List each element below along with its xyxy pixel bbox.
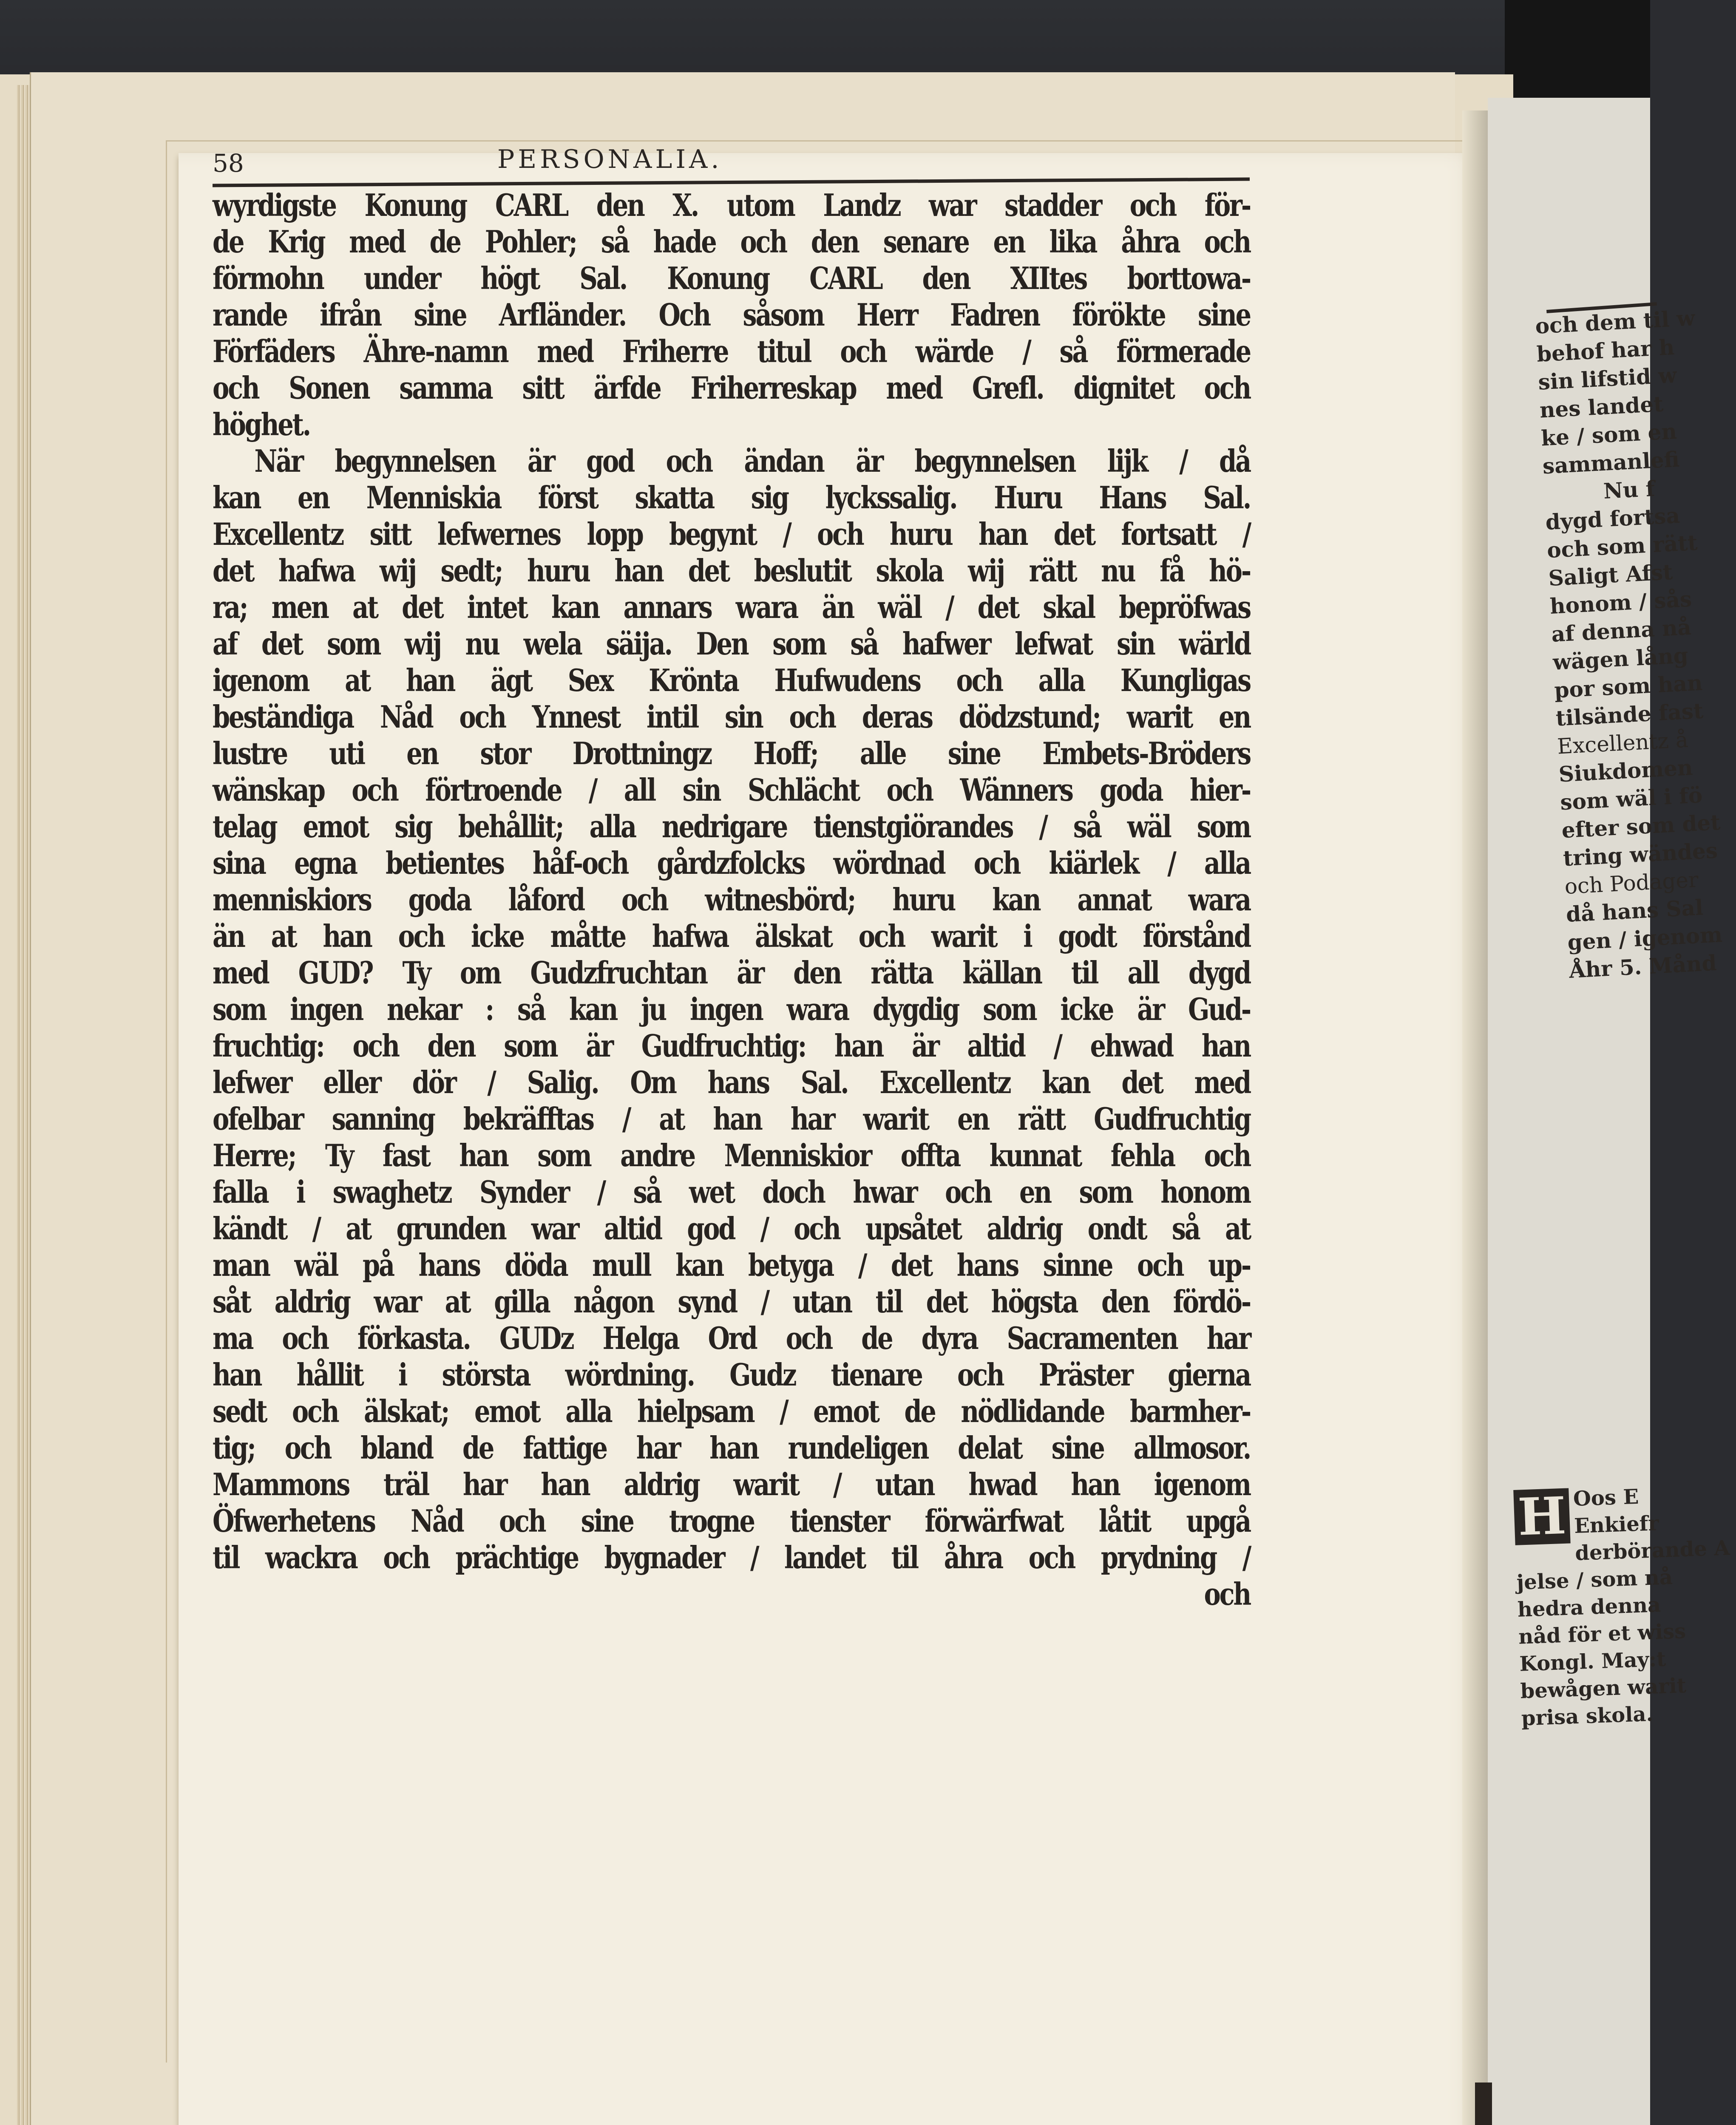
text-line: höghet. — [213, 406, 310, 442]
text-line: wänskap och förtroende / all sin Schlächt och Wänners goda hier- — [213, 772, 1250, 808]
ornamental-drop-cap: H — [1513, 1488, 1570, 1545]
facing-text-line: Oos E — [1573, 1485, 1640, 1511]
text-line: såt aldrig war at gilla någon synd / utan til det högsta den fördö- — [213, 1284, 1250, 1320]
text-line: man wäl på hans döda mull kan betyga / det hans sinne och up- — [213, 1247, 1250, 1283]
catchword: och — [1204, 1576, 1250, 1612]
facing-text-line: behof har h — [1536, 334, 1675, 367]
text-line: kändt / at grunden war altid god / och upsåtet aldrig ondt så at — [213, 1210, 1250, 1247]
facing-text-line: Saligt Afst — [1548, 559, 1674, 591]
text-line: tig; och bland de fattige har han rundeligen delat sine allmosor. — [213, 1430, 1250, 1466]
facing-text-line: bewågen warit — [1520, 1674, 1687, 1703]
text-line: til wackra och prächtige bygnader / landet til åhra och prydning / — [213, 1539, 1250, 1575]
facing-text-line: por som han — [1554, 670, 1703, 703]
text-line: Excellentz sitt lefwernes lopp begynt / och huru han det fortsatt / — [213, 516, 1250, 552]
facing-text-line: honom / sås — [1549, 586, 1693, 619]
facing-text-line: efter som det — [1561, 809, 1721, 843]
running-title: PERSONALIA. — [497, 144, 723, 174]
facing-text-line: Åhr 5. Månd — [1568, 950, 1717, 983]
page-number: 58 — [213, 149, 244, 178]
facing-text-line: derbörande A — [1574, 1536, 1730, 1565]
text-line: fruchtig: och den som är Gudfruchtig: han är altid / ehwad han — [213, 1028, 1250, 1064]
facing-text-line: Enkiefr — [1574, 1511, 1659, 1538]
text-line: kan en Menniskia först skatta sig lyckssalig. Huru Hans Sal. — [213, 479, 1250, 516]
text-line: menniskiors goda låford och witnesbörd; huru kan annat wara — [213, 881, 1250, 918]
text-line: wyrdigste Konung CARL den X. utom Landz war stadder och för- — [213, 187, 1250, 223]
facing-text-line: Excellentz å — [1557, 727, 1689, 759]
text-line: falla i swaghetz Synder / så wet doch hwar och en som honom — [213, 1174, 1250, 1210]
facing-text-line: af denna nå — [1551, 614, 1692, 647]
gutter — [1462, 110, 1488, 2125]
text-line: än at han och icke måtte hafwa älskat och warit i godt förstånd — [213, 918, 1250, 954]
binding-edge — [1475, 2082, 1492, 2125]
text-line: sina egna betientes håf-och gårdzfolcks wördnad och kiärlek / alla — [213, 845, 1250, 881]
text-line: det hafwa wij sedt; huru han det beslutit skola wij rätt nu få hö- — [213, 552, 1250, 589]
facing-text-line: och dem til w — [1535, 305, 1696, 339]
text-line: ra; men at det intet kan annars wara än wäl / det skal bepröfwas — [213, 589, 1250, 625]
text-line: Mammons träl har han aldrig warit / utan hwad han igenom — [213, 1466, 1250, 1502]
text-line: När begynnelsen är god och ändan är begynnelsen lijk / då — [254, 443, 1250, 479]
facing-text-line: wägen lång — [1552, 643, 1689, 675]
text-line: igenom at han ägt Sex Krönta Hufwudens och alla Kungligas — [213, 662, 1250, 698]
facing-text-line: då hans Sal — [1565, 895, 1704, 927]
facing-text-line: Siukdomen — [1558, 755, 1693, 787]
text-line: lefwer eller dör / Salig. Om hans Sal. Excellentz kan det med — [213, 1064, 1250, 1100]
text-line: Förfäders Ähre-namn med Friherre titul och wärde / så förmerade — [213, 333, 1250, 369]
facing-page-text-lower — [1513, 1482, 1730, 1732]
text-line: sedt och älskat; emot alla hielpsam / emot de nödlidande barmher- — [213, 1393, 1250, 1429]
text-line: af det som wij nu wela säija. Den som så hafwer lefwat sin wärld — [213, 626, 1250, 662]
text-line: telag emot sig behållit; alla nedrigare tienstgiörandes / så wäl som — [213, 808, 1250, 844]
text-line: beständiga Nåd och Ynnest intil sin och deras dödzstund; warit en — [213, 699, 1250, 735]
facing-text-line: sin lifstid w — [1537, 362, 1677, 395]
text-line: ofelbar sanning bekräfftas / at han har warit en rätt Gudfruchtig — [213, 1101, 1250, 1137]
text-line: och Sonen samma sitt ärfde Friherreskap med Grefl. dignitet och — [213, 370, 1250, 406]
text-line: Herre; Ty fast han som andre Menniskior offta kunnat fehla och — [213, 1137, 1250, 1173]
facing-text-line: och som rätt — [1546, 530, 1698, 563]
text-line: han hållit i största wördning. Gudz tienare och Präster gierna — [213, 1357, 1250, 1393]
facing-text-line: gen / igenom — [1567, 921, 1723, 955]
facing-text-line: Kongl. May:t — [1519, 1647, 1667, 1676]
facing-text-line: tring wändes — [1562, 838, 1719, 871]
facing-text-line: dygd fortsa — [1545, 502, 1681, 535]
facing-text-line: sammanlefi — [1542, 446, 1680, 479]
facing-text-line: prisa skola. — [1521, 1702, 1654, 1731]
running-head — [213, 144, 1250, 178]
text-line: ma och förkasta. GUDz Helga Ord och de dyra Sacramenten har — [213, 1320, 1250, 1356]
facing-text-line: tilsände fast — [1555, 698, 1704, 731]
text-line: förmohn under högt Sal. Konung CARL den XIItes borttowa- — [213, 260, 1250, 296]
facing-text-line: nåd för et wiss — [1518, 1619, 1686, 1649]
facing-text-line: som wäl i fö — [1559, 782, 1703, 815]
facing-text-line: hedra denna — [1517, 1593, 1661, 1622]
facing-text-line: ke / som en — [1540, 418, 1678, 451]
text-line: rande ifrån sine Arfländer. Och såsom Herr Fadren förökte sine — [213, 297, 1250, 333]
facing-text-line: och Podager — [1564, 867, 1699, 899]
facing-text-line: nes landet — [1539, 391, 1664, 423]
text-line: Öfwerhetens Nåd och sine trogne tienster förwärfwat låtit upgå — [213, 1503, 1250, 1539]
text-line: de Krig med de Pohler; så hade och den senare en lika åhra och — [213, 224, 1250, 260]
facing-text-line: Nu f — [1603, 476, 1656, 504]
text-line: med GUD? Ty om Gudzfruchtan är den rätta källan til all dygd — [213, 955, 1250, 991]
text-line: lustre uti en stor Drottningz Hoff; alle sine Embets-Bröders — [213, 735, 1250, 771]
page-body-text — [213, 187, 1250, 1612]
facing-text-line: jelse / som nå — [1516, 1565, 1673, 1595]
text-line: som ingen nekar : så kan ju ingen wara dygdig som icke är Gud- — [213, 991, 1250, 1027]
